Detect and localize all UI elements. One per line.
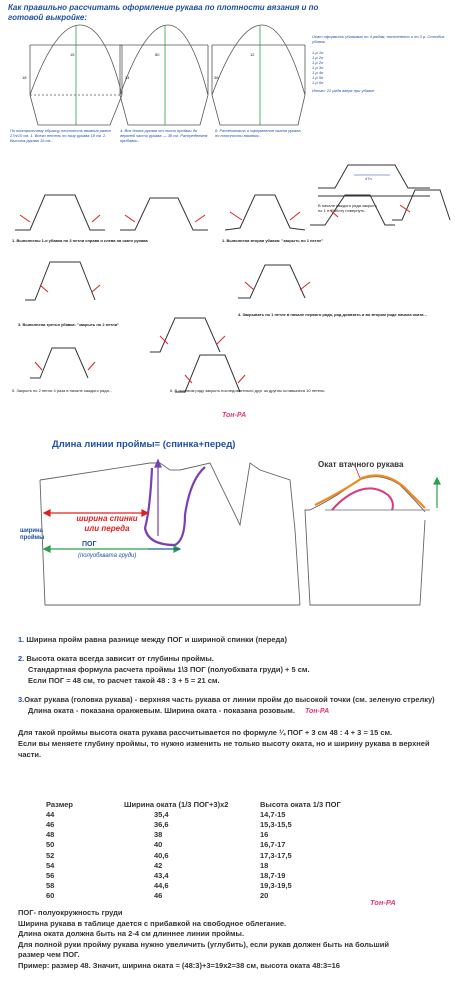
para-2 bbox=[18, 653, 453, 664]
okat-height-arrow bbox=[434, 478, 440, 508]
armhole-curve bbox=[145, 467, 205, 545]
okat-orange bbox=[315, 476, 425, 508]
cell-height: 20 bbox=[260, 891, 269, 901]
cell-height: 14,7-15 bbox=[260, 809, 286, 819]
p1-num: 1. bbox=[18, 635, 25, 644]
step5-caption: 5. Закрыть по 2 петли 4 раза в начале каждого ряда... bbox=[12, 388, 113, 393]
purple-arrow bbox=[155, 460, 161, 536]
shirina-proimy-label bbox=[20, 528, 44, 542]
p2-b: Стандартная формула расчета проймы 1\3 ПОГ (полуобхвата груди) + 5 см. bbox=[28, 665, 310, 674]
bodice-outline bbox=[40, 463, 300, 605]
label-18: 18 bbox=[22, 75, 27, 80]
p3-num: 3. bbox=[18, 695, 25, 704]
cell-width: 42 bbox=[154, 860, 163, 870]
step6-caption: 6. В лицевом ряду закрыть последовательно друг за другом оставшиеся 10 петель. bbox=[170, 388, 326, 393]
p2-c: Если ПОГ = 48 см, то расчет такой 48 : 3 + 5 = 21 см. bbox=[28, 676, 220, 685]
footer-watermark: Тон-РА bbox=[370, 898, 396, 907]
cell-height: 18,7-19 bbox=[260, 870, 286, 880]
p1-text: Ширина пройм равна разнице между ПОГ и шириной спинки (переда) bbox=[26, 635, 287, 644]
right-note: Окат оформить убавками по 4 рядам, постепенно и по 3 р. Столбик убавок: bbox=[312, 34, 445, 44]
table-row bbox=[46, 870, 341, 880]
right-row: 1-р 4п bbox=[312, 70, 324, 75]
step2-caption: 1. Выполнена вторая убавка: "закрыть по 1 петле" bbox=[222, 238, 324, 243]
cell-size: 44 bbox=[46, 809, 55, 819]
footer-f2: Ширина рукава в таблице дается с прибавкой на свободное облегание. bbox=[18, 918, 287, 928]
p2-num: 2. bbox=[18, 654, 25, 663]
cell-size: 52 bbox=[46, 850, 55, 860]
label-15: 15 bbox=[70, 52, 75, 57]
shirina-proimy-1: ширина bbox=[20, 528, 44, 534]
label-34: 34 bbox=[125, 75, 130, 80]
table-row bbox=[46, 881, 341, 891]
cell-width: 40,6 bbox=[154, 850, 169, 860]
size-table bbox=[46, 799, 341, 901]
table-row bbox=[46, 850, 341, 860]
table-row bbox=[46, 819, 341, 829]
table-row bbox=[46, 840, 341, 850]
p4-b: Если вы меняете глубину проймы, то нужно изменить не только высоту оката, но и ширину рукава в верхней bbox=[18, 739, 430, 748]
watermark-2: Тон-РА bbox=[305, 708, 330, 715]
table-row bbox=[46, 830, 341, 840]
p4-a: Для такой проймы высота оката рукава рассчитывается по формуле ¼ ПОГ + 3 см 48 : 4 + 3 = 15 см. bbox=[18, 728, 393, 737]
cell-size: 58 bbox=[46, 881, 55, 891]
right-row: 1-р 2п bbox=[312, 55, 324, 60]
footer-f4: Для полной руки пройму рукава нужно увеличить (углубить), если рукав должен быть на больший bbox=[18, 939, 389, 949]
cell-width: 36,6 bbox=[154, 819, 169, 829]
cell-height: 19,3-19,5 bbox=[260, 881, 292, 891]
cell-width: 38 bbox=[154, 830, 163, 840]
shirina-spinki: ширина спинки bbox=[76, 514, 138, 523]
text-block bbox=[18, 634, 453, 760]
p4-c: части. bbox=[18, 750, 42, 759]
table-row bbox=[46, 860, 341, 870]
fig2-note: 4. Вся длина рукава от линии проймы до верхней части рукава — 38 см. Распределяем прибавки... bbox=[120, 128, 208, 143]
cell-size: 48 bbox=[46, 830, 55, 840]
footer-block bbox=[18, 908, 458, 971]
label-36: 36 bbox=[214, 75, 219, 80]
step4-caption: 4. Закрывать по 1 петле в начале первого ряда, ряд довязать и во втором ряде начала оката... bbox=[238, 312, 427, 317]
top-title-line2: готовой выкройке: bbox=[8, 13, 88, 22]
diagram-title: Длина линии проймы= (спинка+перед) bbox=[52, 439, 236, 450]
p3-b bbox=[18, 705, 453, 717]
fig1-note: По контрольному образцу плотность вязания равна 27п/10 см. 1. Всего петель по низу рукава 18 см. 2. Высота рукава 16 см... bbox=[10, 128, 111, 143]
cell-width: 40 bbox=[154, 840, 163, 850]
pog-sub-label: (полуобхвата груди) bbox=[78, 553, 137, 559]
cell-height: 17,3-17,5 bbox=[260, 850, 292, 860]
footer-f6: Пример: размер 48. Значит, ширина оката = (48:3)+3=19х2=38 см, высота оката 48:3=16 bbox=[18, 960, 340, 970]
para-1 bbox=[18, 634, 453, 645]
shirina-proimy-2: проймы bbox=[20, 535, 45, 541]
right-row: 1-р 6п bbox=[312, 80, 324, 85]
cell-size: 54 bbox=[46, 860, 55, 870]
table-row bbox=[46, 809, 341, 819]
measure-47: 47п bbox=[365, 176, 372, 181]
step1-caption: 1. Выполнены 1-я убавка по 3 петли справа и слева на окате рукава bbox=[12, 238, 148, 243]
footer-f3: Длина оката должна быть на 2-4 см длиннее линии проймы. bbox=[18, 929, 245, 938]
shirina-spinki-label bbox=[62, 514, 152, 534]
right-row: 1-р 1п bbox=[312, 50, 324, 55]
sleeve-outline bbox=[305, 477, 425, 605]
table-header bbox=[46, 799, 341, 809]
cell-size: 56 bbox=[46, 870, 55, 880]
label-12: 12 bbox=[250, 52, 255, 57]
top-title-line1: Как правильно рассчитать оформление рукава по плотности вязания и по bbox=[8, 3, 319, 12]
right-row: 1-р 5п bbox=[312, 75, 324, 80]
footer-f1: ПОГ- полуокружность груди bbox=[18, 908, 123, 917]
fig3-note: 8. Распечатать и оформление оката рукава по плотности вязания... bbox=[215, 128, 301, 138]
th-height: Высота оката 1/3 ПОГ bbox=[260, 799, 341, 809]
label-80: 80 bbox=[155, 52, 160, 57]
cell-height: 18 bbox=[260, 860, 269, 870]
cell-width: 35,4 bbox=[154, 809, 169, 819]
cell-height: 16,7-17 bbox=[260, 840, 286, 850]
p3-a: Окат рукава (головка рукава) - верхняя часть рукава от линии пройм до высокой точки (см. зеленую стрелку) bbox=[24, 695, 435, 704]
cell-height: 15,3-15,5 bbox=[260, 819, 292, 829]
p3-b-text: Длина оката - показана оранжевым. Ширина оката - показана розовым. bbox=[28, 706, 295, 715]
okat-label: Окат втачного рукава bbox=[318, 460, 404, 469]
pog-label: ПОГ bbox=[82, 541, 97, 548]
cell-width: 46 bbox=[154, 891, 163, 901]
note-mid: В начале каждого ряда закрыть по 1 п. Работу повернуть. bbox=[318, 203, 377, 213]
th-width: Ширина оката (1/3 ПОГ+3)х2 bbox=[124, 799, 229, 809]
th-size: Размер bbox=[46, 799, 74, 809]
cell-size: 46 bbox=[46, 819, 55, 829]
right-row: 1-р 2п bbox=[312, 60, 324, 65]
p2-a: Высота оката всегда зависит от глубины проймы. bbox=[26, 654, 214, 663]
right-row: 1-р 3п bbox=[312, 65, 324, 70]
cell-width: 43,4 bbox=[154, 870, 169, 880]
table-row bbox=[46, 891, 341, 901]
cell-height: 16 bbox=[260, 830, 269, 840]
footer-f5: размер чем ПОГ. bbox=[18, 950, 80, 959]
cell-size: 60 bbox=[46, 891, 55, 901]
top-watermark: Тон-РА bbox=[222, 412, 247, 419]
para-3 bbox=[18, 694, 453, 705]
step3-caption: 3. Выполнена третья убавка: "закрыть по 2 петли" bbox=[18, 322, 120, 327]
ili-pereda: или переда bbox=[84, 524, 130, 533]
cell-width: 44,6 bbox=[154, 881, 169, 891]
right-footer: Итого: 22 ряда вверх при убавке bbox=[312, 88, 375, 93]
cell-size: 50 bbox=[46, 840, 55, 850]
